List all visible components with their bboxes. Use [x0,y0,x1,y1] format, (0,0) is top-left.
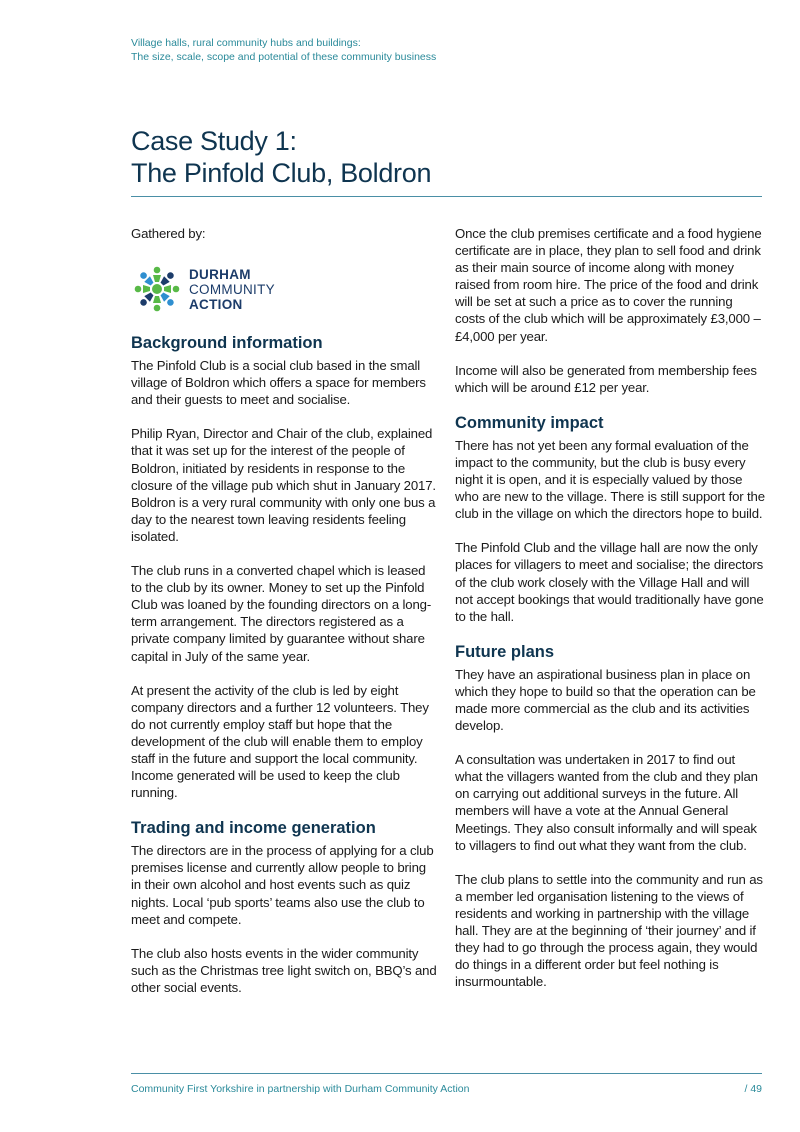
page-title [131,125,771,189]
gathered-by-label: Gathered by: [131,226,206,241]
future-paragraph-1: They have an aspirational business plan in place on which they hope to build so that the operation can be made more commercial as the club and its activities develop. [455,666,756,734]
future-paragraph-3: The club plans to settle into the community and run as a member led organisation listening to the views of residents and working in partnership with the village hall. They are at the beginning of ‘their journey’ and if they had to go through the process again, they would do things in a different order but feel nothing is insurmountable. [455,871,763,990]
logo-line-1: DURHAM [189,266,251,282]
logo-line-2: COMMUNITY [189,281,275,297]
future-paragraph-2: A consultation was undertaken in 2017 to find out what the villagers wanted from the club and they plan on carrying out additional surveys in the future. All members will have a vote at the Annual General Meetings. They also consult informally and will speak to villagers to find out what they want from the club. [455,752,758,853]
logo-line-3: ACTION [189,296,243,312]
impact-paragraph-2: The Pinfold Club and the village hall are now the only places for villagers to meet and socialise; the directors of the club work closely with the Village Hall and will not accept bookings that would traditionally have gone to the hall. [455,540,764,624]
footer-credit: Community First Yorkshire in partnership with Durham Community Action [131,1083,470,1095]
durham-community-action-logo [131,259,439,319]
trading-paragraph-1: The directors are in the process of applying for a club premises license and currently allow people to bring in their own alcohol and host events such as quiz nights. Local ‘pub sports’ teams also use the club to meet and compete. [131,843,434,927]
trading-paragraph-4: Income will also be generated from membership fees which will be around £12 per year. [455,362,757,395]
left-column [131,225,439,1013]
impact-heading: Community impact [455,413,604,432]
right-column [455,225,765,1007]
running-header-line-1: Village halls, rural community hubs and buildings: [131,37,361,49]
page-number: / 49 [744,1083,762,1095]
background-paragraph-2: Philip Ryan, Director and Chair of the club, explained that it was set up for the interest of the people of Boldron, initiated by residents in response to the closure of the village pub which shut in January 2017. Boldron is a very rural community with only one bus a day to the nearest town leaving residents feeling isolated. [131,426,436,544]
title-divider [131,196,762,197]
community-action-logo-icon [131,263,183,315]
impact-paragraph-1: There has not yet been any formal evaluation of the impact to the community, but the club is busy every night it is open, and it is especially valued by those who are new to the village. There is still support for the club in the village on which the directors hope to build. [455,437,765,522]
background-heading: Background information [131,334,323,353]
background-paragraph-1: The Pinfold Club is a social club based in the small village of Boldron which offers a space for members and their guests to meet and socialise. [131,358,426,408]
background-paragraph-4: At present the activity of the club is led by eight company directors and a further 12 volunteers. They do not currently employ staff but hope that the development of the club will enable them to employ staff in the future and support the local community. Income generated will be used to keep the club running. [131,682,429,801]
trading-paragraph-2: The club also hosts events in the wider community such as the Christmas tree light switch on, BBQ’s and other social events. [131,945,437,995]
page-title-line-2: The Pinfold Club, Boldron [131,158,432,188]
running-header-line-2: The size, scale, scope and potential of these community business [131,51,437,63]
trading-heading: Trading and income generation [131,819,376,838]
trading-paragraph-3-continued: Once the club premises certificate and a food hygiene certificate are in place, they plan to sell food and drink as their main source of income along with money raised from room hire. The price of the food and drink will be set at such a price as to cover the running costs of the club which will be approximately £3,000 – £4,000 per year. [455,226,762,344]
future-heading: Future plans [455,642,555,661]
running-header [131,36,436,64]
footer-divider [131,1073,762,1074]
background-paragraph-3: The club runs in a converted chapel which is leased to the club by its owner. Money to set up the Pinfold Club was loaned by the founding directors on a long-term arrangement. The directors registered as a private company limited by guarantee without share capital in July of the same year. [131,563,432,664]
page-title-line-1: Case Study 1: [131,126,297,156]
logo-wordmark [189,267,275,312]
